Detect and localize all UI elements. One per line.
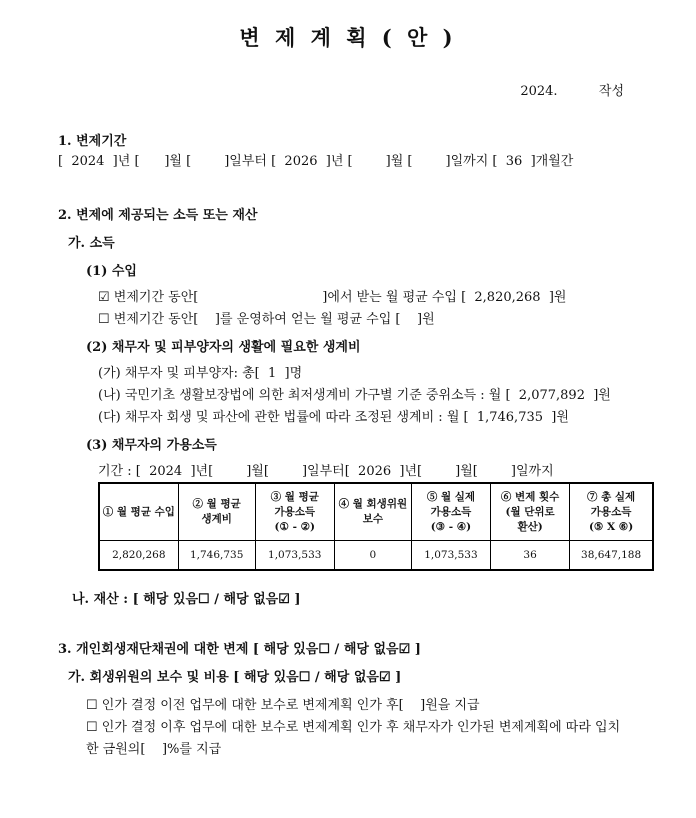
table-header-row [99,483,653,541]
section-3-heading: 3. 개인회생재단채권에 대한 변제 [ 해당 있음☐ / 해당 없음☑ ] [58,642,421,657]
income-subheading: 가. 소득 [68,236,115,251]
available-income-table [98,482,654,571]
col-actual-available-income: ⑤ 월 실제 가용소득 (③ - ④) [411,483,490,541]
table-cell: 1,073,533 [255,541,334,571]
section-2-heading: 2. 변제에 제공되는 소득 또는 재산 [58,208,258,223]
revenue-subheading: (1) 수입 [86,264,137,279]
table-cell: 38,647,188 [570,541,653,571]
calc-period-line: 기간 : [ 2024 ]년[ ]월[ ]일부터[ 2026 ]년[ ]월[ ]일까지 [98,464,554,479]
table-cell: 2,820,268 [99,541,178,571]
table-row [99,541,653,571]
table-cell: 1,746,735 [178,541,255,571]
repayment-period-line: [ 2024 ]년 [ ]월 [ ]일부터 [ 2026 ]년 [ ]월 [ ]일까지 [ 36 ]개월간 [58,154,574,169]
trustee-fee-subheading: 가. 회생위원의 보수 및 비용 [ 해당 있음☐ / 해당 없음☑ ] [68,670,402,685]
dependents-line: (가) 채무자 및 피부양자: 총[ 1 ]명 [98,366,303,381]
col-trustee-fee: ④ 월 회생위원 보수 [334,483,411,541]
fee-after-approval-line-cont: 한 금원의[ ]%를 지급 [86,742,222,757]
business-income-line: ☐ 변제기간 동안[ ]를 운영하여 얻는 월 평균 수입 [ ]원 [98,312,435,327]
section-1-heading: 1. 변제기간 [58,134,127,149]
property-line: 나. 재산 : [ 해당 있음☐ / 해당 없음☑ ] [72,592,301,607]
fee-after-approval-line: ☐ 인가 결정 이후 업무에 대한 보수로 변제계획 인가 후 채무자가 인가된 변제계획에 따라 입치 [86,720,621,735]
table-cell: 1,073,533 [411,541,490,571]
col-monthly-available-income: ③ 월 평균 가용소득 (① - ②) [255,483,334,541]
table-cell: 0 [334,541,411,571]
salary-income-line: ☑ 변제기간 동안[ ]에서 받는 월 평균 수입 [ 2,820,268 ]원 [98,290,567,305]
col-monthly-income: ① 월 평균 수입 [99,483,178,541]
col-repayment-count: ⑥ 변제 횟수 (월 단위로 환산) [491,483,570,541]
document-title: 변 제 계 획 ( 안 ) [239,25,457,50]
col-total-available-income: ⑦ 총 실제 가용소득 (⑤ X ⑥) [570,483,653,541]
date-line: 2024. 작성 [520,84,624,99]
adjusted-living-cost-line: (다) 채무자 회생 및 파산에 관한 법률에 따라 조정된 생계비 : 월 [ 1,746,735 ]원 [98,410,569,425]
table-cell: 36 [491,541,570,571]
median-income-line: (나) 국민기초 생활보장법에 의한 최저생계비 가구별 기준 중위소득 : 월 [ 2,077,892 ]원 [98,388,611,403]
fee-before-approval-line: ☐ 인가 결정 이전 업무에 대한 보수로 변제계획 인가 후[ ]원을 지급 [86,698,480,713]
col-monthly-living-cost: ② 월 평균 생계비 [178,483,255,541]
available-income-subheading: (3) 채무자의 가용소득 [86,438,217,453]
living-cost-subheading: (2) 채무자 및 피부양자의 생활에 필요한 생계비 [86,340,361,355]
